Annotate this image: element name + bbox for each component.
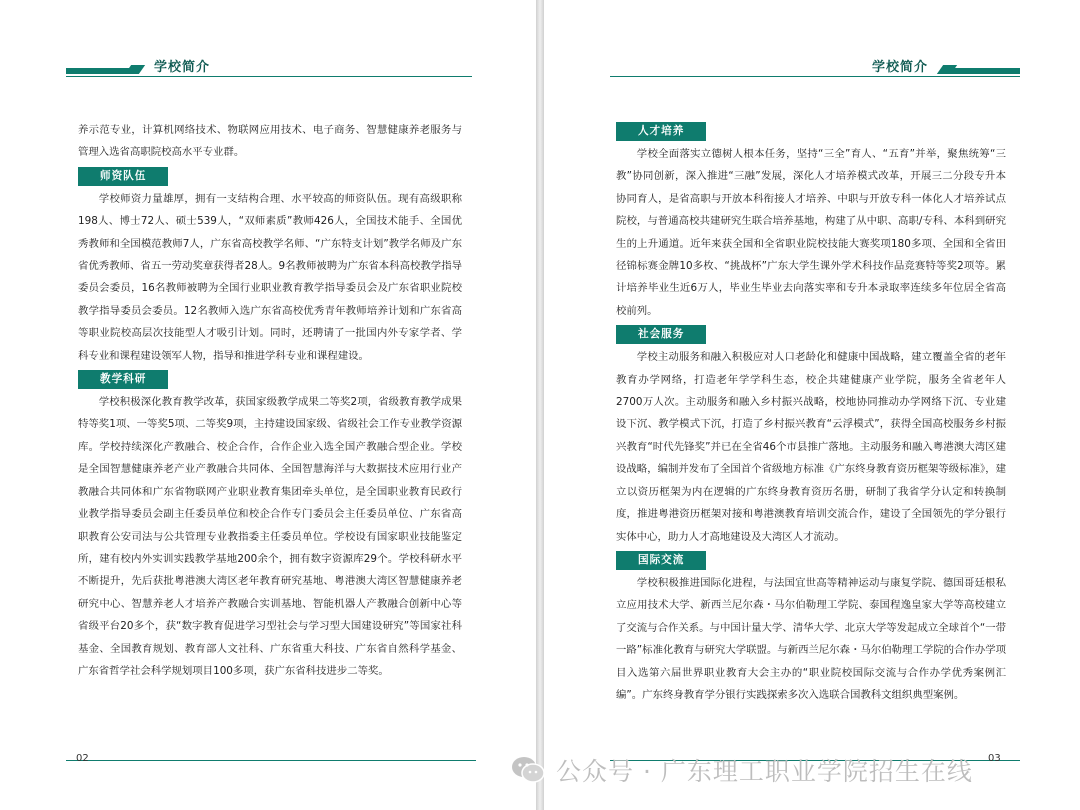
watermark-text: 公众号 · 广东理工职业学院招生在线 [556,757,973,786]
section-label-service: 社会服务 [616,325,706,344]
right-page [544,0,1080,810]
talent-paragraph: 学校全面落实立德树人根本任务，坚持“三全”育人、“五育”并举，聚焦统筹“三教”协同创新，深入推进“三融”发展，深化人才培养模式改革，开展三二分段专升本协同育人，是省高职与开放本科衔接人才培养、中职与开放专科一体化人才培养试点院校，与普通高校共建研究生联合培养基地，构建了从中职、高职/专科、本科到研究生的上升通道。近年来获全国和全省职业院校技能大赛奖项180多项、全国和全省田径锦标赛金牌10多枚、“挑战杯”广东大学生课外学术科技作品竞赛特等奖2项等。累计培养毕业生近6万人，毕业生毕业去向落实率和专升本录取率连续多年位居全省高校前列。 [616,148,1006,317]
header-slant [125,65,145,74]
page-number: 02 [76,753,89,764]
header-title: 学校简介 [154,60,211,75]
header-rule [66,76,472,77]
left-header [66,56,476,78]
page-number: 03 [988,753,1001,764]
left-content [78,119,462,682]
left-footer-line [66,760,476,761]
service-paragraph: 学校主动服务和融入积极应对人口老龄化和健康中国战略，建立覆盖全省的老年教育办学网络，打造老年学学科生态，校企共建健康产业学院，服务全省老年人2700万人次。主动服务和融入乡村振兴战略，校地协同推动办学网络下沉、专业建设下沉、教学模式下沉，打造了乡村振兴教育“云浮模式”，获得全国高校服务乡村振兴教育“时代先锋奖”并已在全省46个市县推广落地。主动服务和融入粤港澳大湾区建设战略，编制并发布了全国首个省级地方标准《广东终身教育资历框架等级标准》，建立以资历框架为内在逻辑的广东终身教育资历名册，研制了我省学分认定和转换制度，推进粤港资历框架对接和粤港澳教育培训交流合作，建设了全国领先的学分银行实体中心，助力人才高地建设及大湾区人才流动。 [616,351,1006,543]
section-label-faculty: 师资队伍 [78,167,168,186]
right-content [616,119,1006,706]
watermark [510,752,1070,788]
section-label-international: 国际交流 [616,551,706,570]
header-title: 学校简介 [872,60,929,75]
international-paragraph: 学校积极推进国际化进程，与法国宜世高等精神运动与康复学院、德国哥廷根私立应用技术大学、新西兰尼尔森・马尔伯勒理工学院、泰国程逸皇家大学等高校建立了交流与合作关系。与中国计量大学、清华大学、北京大学等发起成立全球首个“一带一路”标准化教育与研究大学联盟。与新西兰尼尔森・马尔伯勒理工学院的合作办学项目入选第六届世界职业教育大会主办的“职业院校国际交流与合作办学优秀案例汇编”。广东终身教育学分银行实践探索多次入选联合国教科文组织典型案例。 [616,576,1006,701]
intro-paragraph: 养示范专业，计算机网络技术、物联网应用技术、电子商务、智慧健康养老服务与管理入选省高职院校高水平专业群。 [78,124,462,159]
wechat-icon [510,755,546,785]
section-label-talent: 人才培养 [616,122,706,141]
left-page [0,0,536,810]
teaching-paragraph: 学校积极深化教育教学改革，获国家级教学成果二等奖2项，省级教育教学成果特等奖1项、一等奖5项、二等奖9项，主持建设国家级、省级社会工作专业教学资源库。学校持续深化产教融合、校企合作，合作企业入选全国产教融合型企业。学校是全国智慧健康养老产业产教融合共同体、全国智慧海洋与大数据技术应用行业产教融合共同体和广东省物联网产业职业教育集团牵头单位，是全国职业教育民政行业教学指导委员会副主任委员单位和校企合作专门委员会主任委员单位、广东省高职教育公安司法与公共管理专业教指委主任委员单位。学校设有国家职业技能鉴定所，建有校内外实训实践教学基地200余个，拥有数字资源库29个。学校科研水平不断提升，先后获批粤港澳大湾区老年教育研究基地、粤港澳大湾区智慧健康养老研究中心、智慧养老人才培养产教融合实训基地、智能机器人产教融合创新中心等省级平台20多个，获“数字教育促进学习型社会与学习型大国建设研究”等国家社科基金、全国教育规划、教育部人文社科、广东省重大科技、广东省自然科学基金、广东省哲学社会科学规划项目100多项，获广东省科技进步二等奖。 [78,396,462,677]
header-rule [610,76,1020,77]
section-label-teaching: 教学科研 [78,370,168,389]
header-bar [948,68,1020,74]
faculty-paragraph: 学校师资力量雄厚，拥有一支结构合理、水平较高的师资队伍。现有高级职称198人、博士72人、硕士539人，“双师素质”教师426人，全国技术能手、全国优秀教师和全国模范教师7人，广东省高校教学名师、“广东特支计划”教学名师及广东省优秀教师、省五一劳动奖章获得者28人。9名教师被聘为广东省本科高校教学指导委员会委员，16名教师被聘为全国行业职业教育教学指导委员会及广东省职业院校教学指导委员会委员。12名教师入选广东省高校优秀青年教师培养计划和广东省高等职业院校高层次技能型人才吸引计划。同时，还聘请了一批国内外专家学者、学科专业和课程建设领军人物，指导和推进学科专业和课程建设。 [78,192,462,362]
right-header [610,56,1020,78]
book-spine [536,0,544,810]
